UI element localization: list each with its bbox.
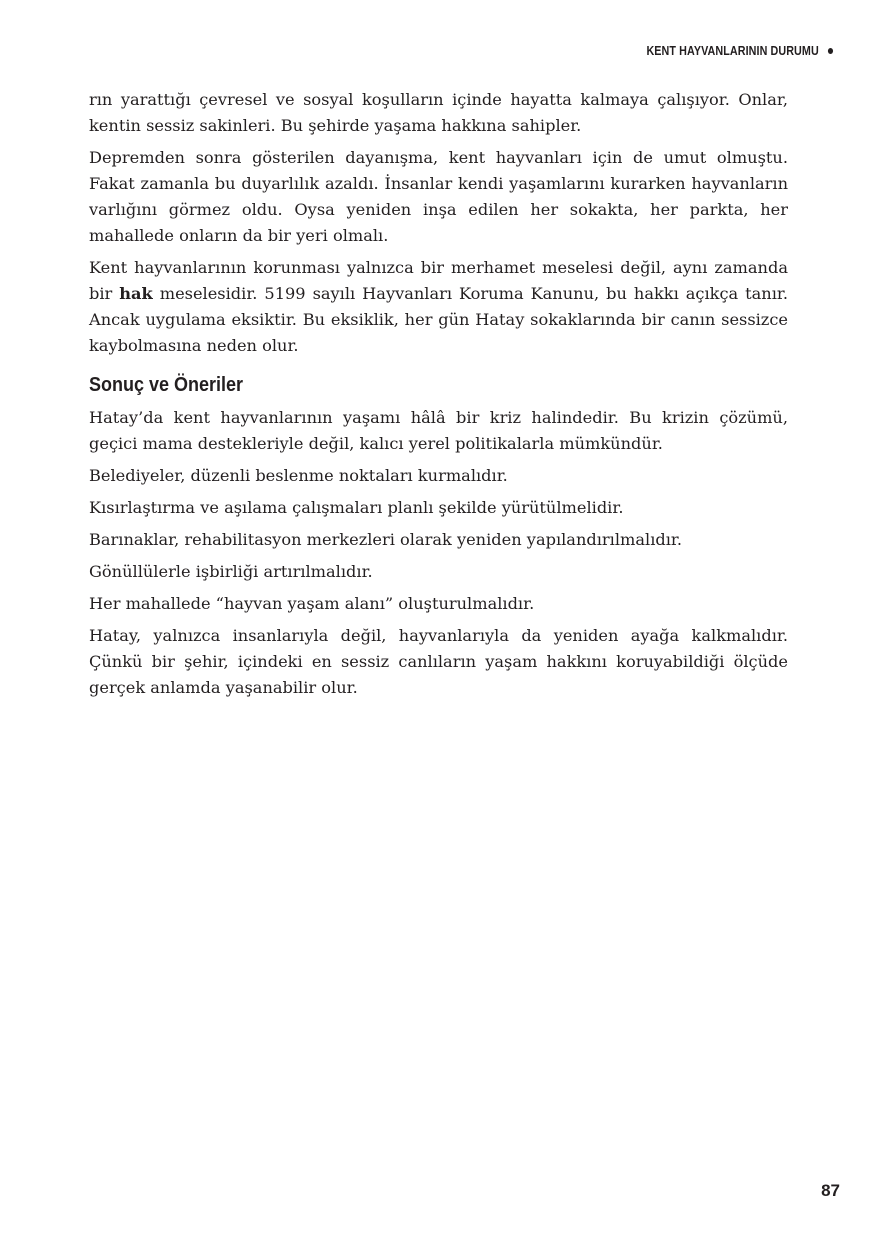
paragraph-2: Depremden sonra gösterilen dayanışma, kent hayvanları için de umut olmuştu. Fakat zamanla bu duyarlılık azaldı. İnsanlar kendi yaşamlarını kurarken hayvanların varlığını görmez oldu. Oysa yeniden inşa edilen her sokakta, her parkta, her mahallede onların da bir yeri olmalı. — [89, 148, 788, 245]
body-text — [89, 87, 788, 707]
page-number: 87 — [821, 1181, 840, 1200]
recommendation-3: Barınaklar, rehabilitasyon merkezleri olarak yeniden yapılandırılmalıdır. — [89, 530, 683, 549]
recommendation-2: Kısırlaştırma ve aşılama çalışmaları planlı şekilde yürütülmelidir. — [89, 498, 624, 517]
section-intro: Hatay’da kent hayvanlarının yaşamı hâlâ bir kriz halindedir. Bu krizin çözümü, geçici mama destekleriyle değil, kalıcı yerel politikalarla mümkündür. — [89, 408, 788, 453]
recommendation-5: Her mahallede “hayvan yaşam alanı” oluşturulmalıdır. — [89, 594, 535, 613]
bold-term-hak: hak — [119, 284, 153, 303]
conclusion-paragraph: Hatay, yalnızca insanlarıyla değil, hayvanlarıyla da yeniden ayağa kalkmalıdır. Çünkü bir şehir, içindeki en sessiz canlıların yaşam hakkını koruyabildiği ölçüde gerçek anlamda yaşanabilir olur. — [89, 626, 788, 697]
paragraph-3-start: Kent hayvanlarının korunması yalnızca bir merhamet meselesi değil, aynı zamanda bir — [89, 258, 788, 303]
section-heading: Sonuç ve Öneriler — [89, 374, 244, 396]
bullet-dot-icon — [828, 48, 833, 54]
recommendation-4: Gönüllülerle işbirliği artırılmalıdır. — [89, 562, 373, 581]
recommendation-1: Belediyeler, düzenli beslenme noktaları kurmalıdır. — [89, 466, 508, 485]
paragraph-1: rın yarattığı çevresel ve sosyal koşulların içinde hayatta kalmaya çalışıyor. Onlar, kentin sessiz sakinleri. Bu şehirde yaşama hakkına sahipler. — [89, 90, 788, 135]
paragraph-3-end: meselesidir. 5199 sayılı Hayvanları Koruma Kanunu, bu hakkı açıkça tanır. Ancak uygulama eksiktir. Bu eksiklik, her gün Hatay sokaklarında bir canın sessizce kaybolmasına neden olur. — [89, 284, 788, 355]
running-title: KENT HAYVANLARININ DURUMU — [646, 44, 819, 58]
paragraph-3 — [89, 255, 788, 359]
running-header — [646, 44, 833, 58]
